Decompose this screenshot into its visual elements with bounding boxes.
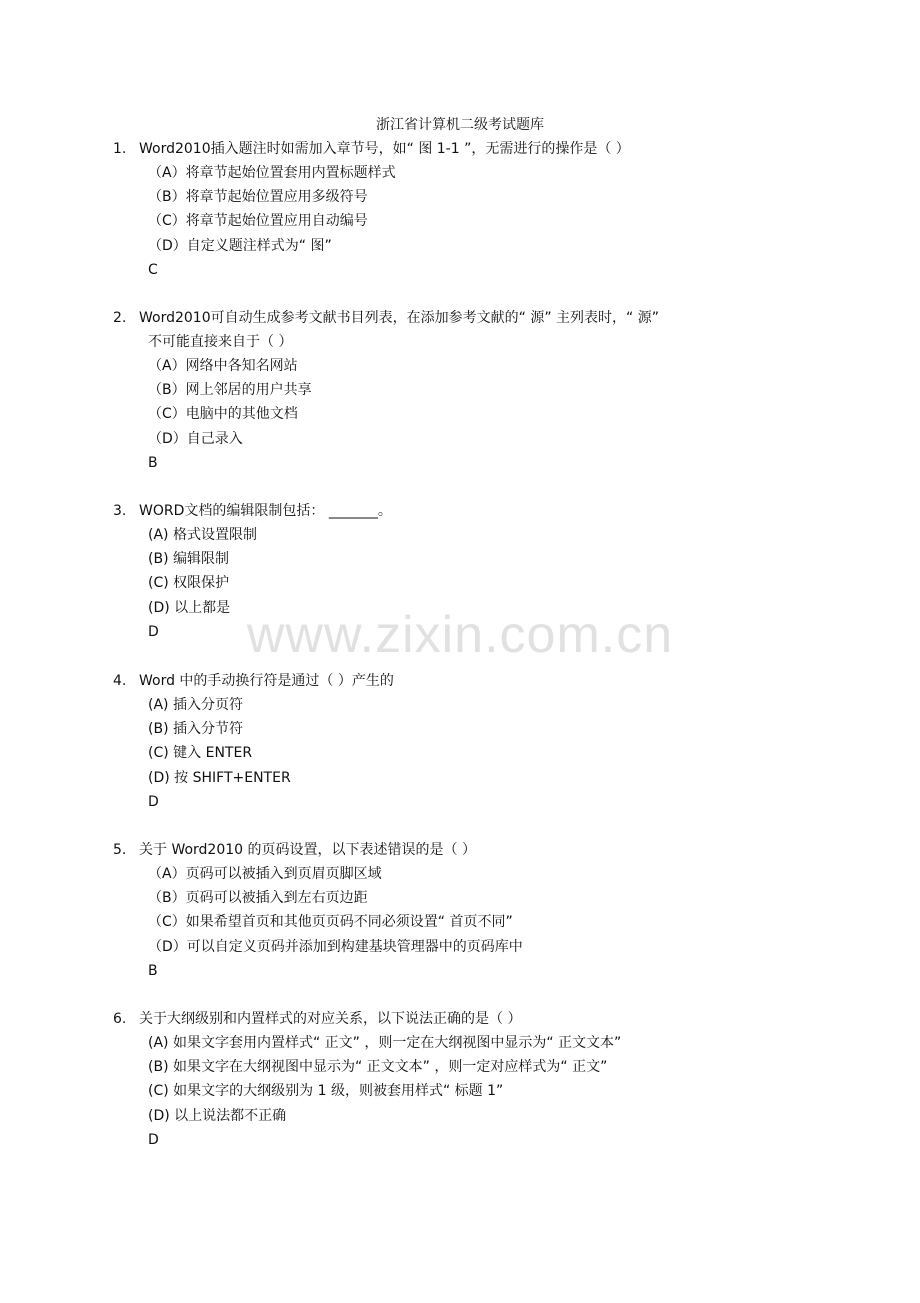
option-a: （A）网络中各知名网站 xyxy=(148,358,298,374)
question-text: 关于 Word2010 的页码设置，以下表述错误的是（ ） xyxy=(139,842,476,858)
option-c: (C) 如果文字的大纲级别为 1 级，则被套用样式“ 标题 1” xyxy=(148,1083,504,1100)
option-d: （D）自己录入 xyxy=(148,430,243,447)
question-number: 4. xyxy=(113,673,127,689)
option-d: (D) 按 SHIFT+ENTER xyxy=(148,769,291,786)
question-stem xyxy=(113,137,813,161)
question-stem xyxy=(113,838,813,862)
option-b: (B) 编辑限制 xyxy=(148,551,229,568)
option-c: （C）电脑中的其他文档 xyxy=(148,406,298,423)
option-c: (C) 权限保护 xyxy=(148,575,230,592)
question-3 xyxy=(113,499,813,644)
question-6 xyxy=(113,1007,813,1152)
question-1 xyxy=(113,137,813,282)
answer: D xyxy=(148,623,159,640)
answer: D xyxy=(148,1131,159,1148)
question-number: 6. xyxy=(113,1011,127,1027)
watermark: www.zixin.com.cn xyxy=(246,606,674,664)
question-5 xyxy=(113,838,813,983)
option-c: （C）将章节起始位置应用自动编号 xyxy=(148,213,368,230)
option-b: (B) 如果文字在大纲视图中显示为“ 正文文本” ，则一定对应样式为“ 正文” xyxy=(148,1059,608,1076)
question-text: Word2010插入题注时如需加入章节号，如“ 图 1-1 ”，无需进行的操作是（ ） xyxy=(139,141,630,157)
question-4 xyxy=(113,669,813,814)
answer: B xyxy=(148,962,158,979)
option-c: （C）如果希望首页和其他页页码不同必须设置“ 首页不同” xyxy=(148,914,513,931)
option-b: （B）网上邻居的用户共享 xyxy=(148,382,312,399)
answer: C xyxy=(148,261,158,278)
option-d: （D）可以自定义页码并添加到构建基块管理器中的页码库中 xyxy=(148,938,523,955)
question-stem xyxy=(113,499,813,523)
option-b: （B）将章节起始位置应用多级符号 xyxy=(148,189,368,206)
question-text: Word2010可自动生成参考文献书目列表，在添加参考文献的“ 源” 主列表时，“ 源” xyxy=(139,310,659,326)
question-stem xyxy=(113,306,813,330)
question-number: 1. xyxy=(113,141,127,157)
question-number: 2. xyxy=(113,310,127,326)
option-d: (D) 以上都是 xyxy=(148,599,231,616)
question-stem xyxy=(113,1007,813,1031)
option-a: (A) 格式设置限制 xyxy=(148,527,257,543)
question-stem xyxy=(113,669,813,693)
question-2 xyxy=(113,306,813,475)
option-d: (D) 以上说法都不正确 xyxy=(148,1107,287,1124)
option-c: (C) 键入 ENTER xyxy=(148,745,253,762)
question-number: 3. xyxy=(113,503,127,519)
option-a: (A) 如果文字套用内置样式“ 正文” ，则一定在大纲视图中显示为“ 正文文本” xyxy=(148,1035,622,1051)
question-text: WORD文档的编辑限制包括： _______。 xyxy=(139,503,392,519)
question-text: Word 中的手动换行符是通过（ ）产生的 xyxy=(139,673,394,689)
option-a: (A) 插入分页符 xyxy=(148,697,243,713)
option-b: （B）页码可以被插入到左右页边距 xyxy=(148,890,368,907)
option-b: (B) 插入分节符 xyxy=(148,721,243,738)
page-title: 浙江省计算机二级考试题库 xyxy=(376,117,544,133)
option-a: （A）页码可以被插入到页眉页脚区域 xyxy=(148,866,382,882)
option-a: （A）将章节起始位置套用内置标题样式 xyxy=(148,165,396,181)
option-d: （D）自定义题注样式为“ 图” xyxy=(148,237,332,254)
question-number: 5. xyxy=(113,842,127,858)
question-text: 关于大纲级别和内置样式的对应关系，以下说法正确的是（ ） xyxy=(139,1011,522,1027)
question-text-continued: 不可能直接来自于（ ） xyxy=(148,334,293,350)
answer: D xyxy=(148,793,159,810)
answer: B xyxy=(148,454,158,471)
